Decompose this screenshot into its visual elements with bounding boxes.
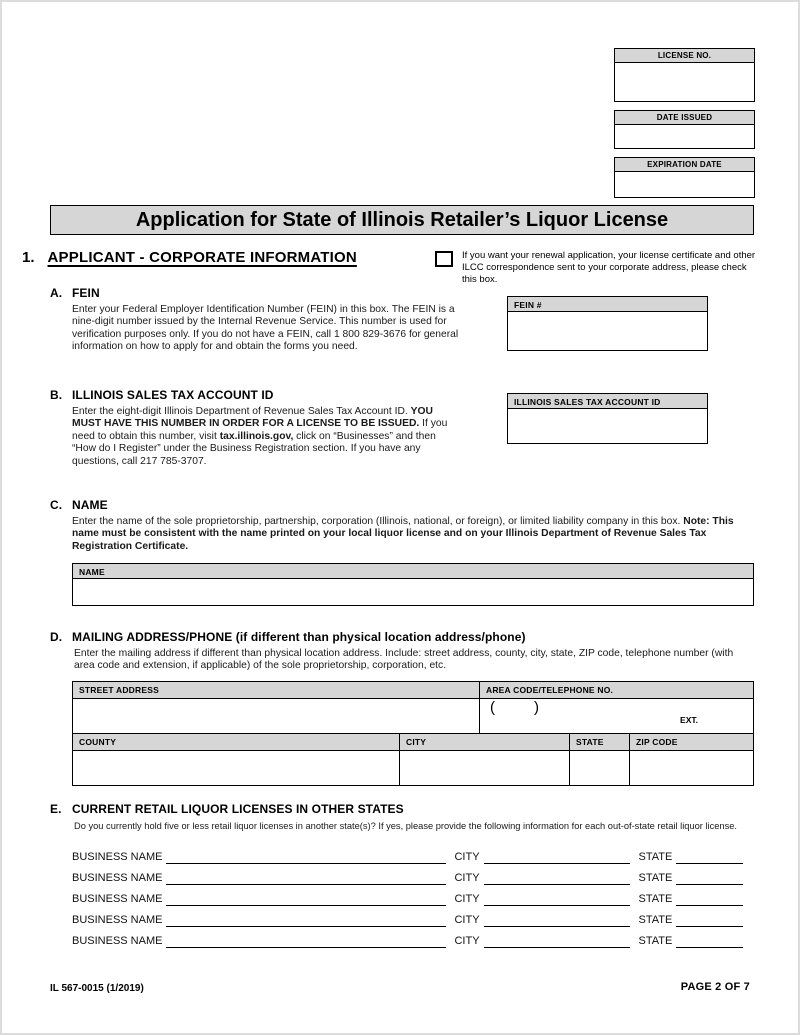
other-states-rows [72,843,754,948]
city-label: CITY [454,935,480,947]
description-bold-text: YOU MUST HAVE THIS NUMBER IN ORDER FOR A LICENSE TO BE ISSUED. [72,406,433,430]
city-label: CITY [454,872,480,884]
date-issued-field[interactable] [614,125,755,149]
city-field[interactable] [484,913,630,927]
business-name-label: BUSINESS NAME [72,914,163,926]
description-text: click on “Businesses” and then “How do I Register” under the Business Registration section. If you have any questions, call 217 785-3707. [72,430,436,467]
renewal-checkbox-row [435,250,757,286]
state-label: STATE [569,734,629,750]
name-box [72,563,754,606]
business-name-label: BUSINESS NAME [72,935,163,947]
section-d-letter: D. [50,630,63,644]
city-label: CITY [454,914,480,926]
sales-tax-box [507,393,708,444]
county-label: COUNTY [73,734,399,750]
state-label: STATE [638,851,673,863]
mailing-address-description: Enter the mailing address if different than physical location address. Include: street address, county, city, state, ZIP code, telephone number (with area code and extension, if applicable) of the sole proprietorship, corporation, etc. [74,648,734,672]
city-field[interactable] [484,850,630,864]
section-c-title: NAME [72,498,108,512]
section-b-title: ILLINOIS SALES TAX ACCOUNT ID [72,388,274,402]
page-indicator: PAGE 2 OF 7 [680,981,750,993]
business-name-field[interactable] [166,892,446,906]
state-field[interactable] [676,892,743,906]
fein-box [507,296,708,351]
description-bold-text: Note: This name must be consistent with the name printed on your local liquor license and on your Illinois Department of Revenue Sales Tax Registration Certificate. [72,516,734,552]
renewal-checkbox[interactable] [435,251,453,267]
section-e-title: CURRENT RETAIL LIQUOR LICENSES IN OTHER STATES [72,802,404,816]
ext-label: EXT. [680,714,698,725]
out-of-state-license-row [72,906,754,927]
section-d-head [50,630,754,644]
other-states-description: Do you currently hold five or less retail liquor licenses in another state(s)? If yes, please provide the following information for each out-of-state retail liquor license. [74,821,737,831]
state-label: STATE [638,935,673,947]
city-label: CITY [454,893,480,905]
license-no-field[interactable] [614,63,755,102]
renewal-checkbox-label: If you want your renewal application, your license certificate and other ILCC correspondence sent to your corporate address, please check this box. [462,250,756,285]
description-bold-text: tax.illinois.gov, [219,430,294,442]
business-name-label: BUSINESS NAME [72,851,163,863]
business-name-field[interactable] [166,934,446,948]
business-name-field[interactable] [166,850,446,864]
section-b-letter: B. [50,388,63,402]
section1-heading: APPLICANT - CORPORATE INFORMATION [47,249,357,266]
street-address-input[interactable] [73,699,479,733]
description-text: If you need to obtain this number, visit [72,418,448,442]
fein-field-label: FEIN # [507,296,708,312]
city-field[interactable] [484,871,630,885]
city-input[interactable] [399,751,569,785]
section-d-mailing-address [50,630,754,786]
section1-number: 1. [22,249,35,266]
state-label: STATE [638,893,673,905]
description-text: Enter the eight-digit Illinois Department of Revenue Sales Tax Account ID. [72,406,411,417]
description-text: Enter the name of the sole proprietorship, partnership, corporation (Illinois, national, or foreign), or limited liability company in this box. [72,516,684,527]
city-label: CITY [399,734,569,750]
business-name-label: BUSINESS NAME [72,872,163,884]
section-a-letter: A. [50,286,63,300]
mailing-address-table [72,681,754,786]
section-e-head [50,802,754,816]
out-of-state-license-row [72,864,754,885]
date-issued-label: DATE ISSUED [614,110,755,125]
name-input[interactable] [72,579,754,606]
section-c-name [50,498,754,606]
form-number: IL 567-0015 (1/2019) [50,983,144,994]
out-of-state-license-row [72,927,754,948]
state-input[interactable] [569,751,629,785]
expiration-date-field[interactable] [614,172,755,198]
section-c-letter: C. [50,498,63,512]
county-header-row [73,733,753,750]
section-d-title: MAILING ADDRESS/PHONE (if different than physical location address/phone) [72,630,526,644]
state-field[interactable] [676,850,743,864]
city-field[interactable] [484,934,630,948]
license-info-boxes [614,48,755,198]
license-no-group [614,48,755,102]
form-title: Application for State of Illinois Retailer’s Liquor License [50,205,754,235]
expiration-date-group [614,157,755,198]
section-e-other-states [50,802,754,948]
business-name-field[interactable] [166,913,446,927]
area-code-parens: ( ) [490,698,541,716]
out-of-state-license-row [72,843,754,864]
address-input-row [73,698,753,733]
phone-input[interactable] [479,699,753,733]
street-address-label: STREET ADDRESS [73,682,479,698]
address-header-row [73,682,753,698]
state-label: STATE [638,872,673,884]
business-name-field[interactable] [166,871,446,885]
sales-tax-field-label: ILLINOIS SALES TAX ACCOUNT ID [507,393,708,409]
name-field-label: NAME [72,563,754,579]
expiration-date-label: EXPIRATION DATE [614,157,755,172]
city-field[interactable] [484,892,630,906]
section-c-head [50,498,754,512]
sales-tax-description [72,406,462,468]
zip-code-input[interactable] [629,751,753,785]
state-label: STATE [638,914,673,926]
state-field[interactable] [676,934,743,948]
out-of-state-license-row [72,885,754,906]
date-issued-group [614,110,755,149]
section-a-title: FEIN [72,286,100,300]
state-field[interactable] [676,871,743,885]
fein-description: Enter your Federal Employer Identification Number (FEIN) in this box. The FEIN is a nine-digit number issued by the Internal Revenue Service. This number is used for verification purposes only. If you do not have a FEIN, call 1 800 829-3676 for general information on how to apply for and obtain the forms you need. [72,304,459,353]
section-e-letter: E. [50,802,62,816]
county-input-row [73,750,753,785]
sales-tax-input[interactable] [507,409,708,444]
city-label: CITY [454,851,480,863]
county-input[interactable] [73,751,399,785]
phone-label: AREA CODE/TELEPHONE NO. [479,682,753,698]
state-field[interactable] [676,913,743,927]
business-name-label: BUSINESS NAME [72,893,163,905]
section1-heading-row [22,249,357,266]
zip-code-label: ZIP CODE [629,734,753,750]
license-no-label: LICENSE NO. [614,48,755,63]
fein-input[interactable] [507,312,708,351]
name-description [72,516,756,553]
